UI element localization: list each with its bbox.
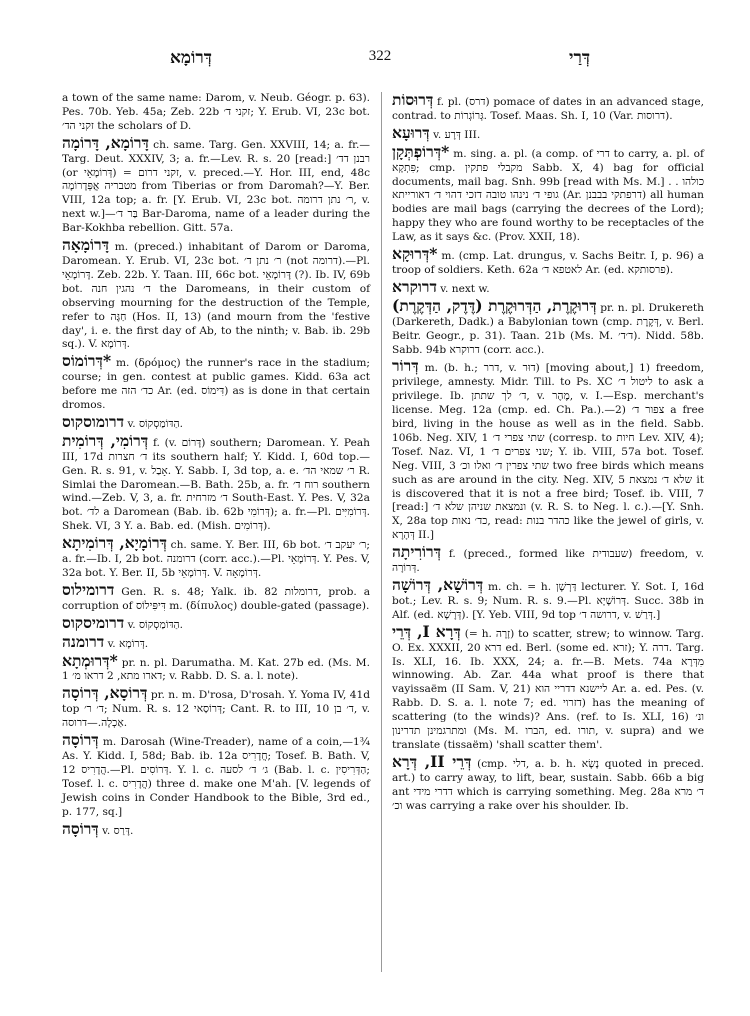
entry-definition: v. הַדּוֹמַסְקוֹס. bbox=[127, 618, 184, 631]
dictionary-entry bbox=[392, 141, 704, 245]
entry-headword: דרומוסקוס bbox=[62, 411, 125, 431]
entry-definition: m. (b. h.; דרר, v. דוּר) [moving about,] 1) freedom, privilege, amnesty. Midr. Till. to Ps. XC ליטול ד׳ to ask a privilege. Ib. ד׳ לך שתתן, v. מֶהֶר, v. I.—Esp. merchant's license. Meg. 12a (cmp. ed. Ch. Pa.).—2) צפור ד׳ a free bird, living in the house as well as in the field. Sabb. 106b. Neg. XIV, 1 שתי צפרי ד׳ (corresp. to חיות Lev. XIV, 4); Tosef. Naz. VI, 1 שני צפרים ד׳; Y. ib. VIII, 57a bot. Tosef. Neg. VIII, 3 שתי צפרין ד׳ ואלו וכ׳ two free birds which means such as are around in the city. Neg. XIV, 5 שלא ד׳ נמצאת it is discovered that it is not a free bird; Tosef. ib. VIII, 7 [read:] ונמצאת שניהן שלא ד׳ (v. R. S. to Neg. l. c.).—[Y. Snh. X, 28a top כד׳ נאות, read: כהדר בנות like the jewel of girls, v. דְּהָרָא II.] bbox=[392, 362, 705, 542]
dictionary-entry bbox=[392, 122, 704, 143]
entry-headword: דְּרוֹמִי, דְּרוֹמִית bbox=[62, 430, 149, 450]
entry-definition: m. (cmp. Lat. drungus, v. Sachs Beitr. I, p. 96) a troop of soldiers. Keth. 62a לאטפא ד׳ Ar. (ed. פרסותקא). bbox=[392, 250, 704, 276]
entry-headword: דְּרוֹסָה bbox=[62, 818, 99, 838]
dictionary-entry bbox=[392, 544, 704, 576]
entry-headword: דְּרוֹשָׁא, דְּרוֹשָׁה bbox=[392, 575, 484, 594]
dictionary-entry bbox=[62, 631, 370, 652]
entry-headword: דרומיסקוס bbox=[62, 612, 125, 632]
dictionary-entry bbox=[62, 685, 370, 731]
entry-headword: דְּרוּקֶרֶת, הַדְּרוּקֶרֶת (דֶּדֶק, הַדְּקֶרֶת) bbox=[392, 295, 597, 315]
dictionary-entry bbox=[392, 276, 704, 297]
dictionary-entry bbox=[392, 295, 704, 358]
entry-headword: דְּרוֹר bbox=[392, 356, 419, 376]
entry-definition: m. ch. = h. דַּרְשָׁן lecturer. Y. Sot. I, 16d bot.; Lev. R. s. 9; Num. R. s. 9.—Pl. דְּרוֹשָׁיָא. Succ. 38b in Alf. (ed. דְּרָשָׁא). [Y. Yeb. VIII, 9d top דרושה ד׳, v. דְּרַשׁ.] bbox=[392, 581, 704, 621]
dictionary-entry bbox=[392, 246, 704, 278]
entry-definition: m. (δρόμος) the runner's race in the stadium; course; in gen. contest at public games. Kidd. 63a act before me כד׳ הזה Ar. (ed. דִּימוֹס) as is done in that certain dromos. bbox=[62, 357, 371, 412]
dictionary-entry bbox=[62, 535, 370, 581]
entry-headword: דְּרוּסוֹת bbox=[392, 90, 434, 109]
entry-headword: *דְּרוּמְתָא bbox=[62, 650, 118, 670]
entry-definition: v. next w. bbox=[440, 282, 490, 295]
entry-definition: f. (preced., formed like שעבודית) freedom, v. דְּרוֹרָה. bbox=[392, 548, 704, 575]
entry-definition: Gen. R. s. 48; Yalk. ib. 82 דרומלות, prob. a corruption of דִּיפִּילוֹס m. (δίπυλος) double-gated (passage). bbox=[62, 585, 371, 612]
entry-definition: ch. same. Y. Ber. III, 6b bot. ר׳ יעקב ד׳; a. fr.—Ib. I, 2b bot. דרומנה (corr. acc.).—Pl. דְּרוֹמָאֵי. Y. Pes. V, 32a bot. Y. Ber. II, 5b דְּרוֹמָאֵי. V. דְּרוֹמָאָה. bbox=[62, 539, 371, 579]
dictionary-entry bbox=[62, 132, 371, 236]
dictionary-entry bbox=[62, 237, 370, 352]
entry-headword: *דְּרוּקָא bbox=[392, 244, 438, 264]
header-right-guide-word: דְּרַי bbox=[569, 48, 590, 68]
entry-headword: דרוקרא bbox=[392, 276, 437, 296]
dictionary-entry bbox=[62, 732, 370, 819]
entry-headword: דָּרוֹמָא, דָּרוֹמָה bbox=[62, 132, 149, 152]
entry-headword: דרומילוס bbox=[62, 579, 115, 599]
page-header bbox=[60, 48, 700, 74]
entry-definition: pr. n. m. D'rosa, D'rosah. Y. Yoma IV, 41d top ד׳ ר׳; Num. R. s. 12 דְּרוֹסַאי; Cant. R. to III, 10 ד׳ בן, v. אַכְלָה.—דרוסה. bbox=[62, 689, 370, 730]
dictionary-entry bbox=[62, 579, 371, 614]
left-column bbox=[62, 92, 370, 839]
dictionary-entry bbox=[62, 92, 370, 134]
entry-definition: ch. same. Targ. Gen. XXVIII, 14; a. fr.—Targ. Deut. XXXIV, 3; a. fr.—Lev. R. s. 20 [read:] רבנן דד׳ (or דְּרוֹמָאֵי) = זקני דרום, v. preced.—Y. Hor. III, end, 48c מטבריה אֲפְּדָרוֹמָה from Tiberias or from Daromah?—Y. Ber. VIII, 12a top; a. fr. [Y. Erub. VI, 23c bot. ר׳ נתן דרומה, v. next w.]—בַּר ד׳ Bar-Daroma, name of a leader during the Bar-Kokhba rebellion. Gitt. 57a. bbox=[62, 138, 371, 235]
entry-headword: *דְּרוֹפְתְּקָן bbox=[392, 141, 450, 161]
header-left-guide-word: דְּרוֹמָא bbox=[170, 48, 212, 68]
dictionary-entry bbox=[62, 430, 370, 534]
entry-headword: דְּרוֹרִיתָה bbox=[392, 542, 442, 562]
entry-headword: דרומנה bbox=[62, 631, 105, 651]
entry-headword: דְּרוּעָא bbox=[392, 122, 430, 142]
dictionary-entry bbox=[62, 411, 370, 432]
entry-definition: v. דְּרָע III. bbox=[433, 128, 481, 141]
entry-definition: v. הַדּוֹמַסְקוֹס. bbox=[127, 417, 183, 430]
dictionary-entry bbox=[62, 650, 370, 685]
entry-definition: (cmp. דלי, a. b. h. נָשָׂא quoted in preced. art.) to carry away, to lift, bear, sustain. Sabb. 66b a big ant דדרי מידי which is carrying something. Meg. 28a ד׳ מרא וכ׳ was carrying a rake over his shoulder. Ib. bbox=[392, 757, 704, 812]
column-divider bbox=[381, 92, 382, 972]
dictionary-entry bbox=[392, 621, 705, 753]
dictionary-entry bbox=[62, 818, 370, 839]
entry-definition: pr. n. pl. Darumatha. M. Kat. 27b ed. (Ms. M. 1 דארו מתא, 2 דראו מ׳; v. Rabb. D. S. a. l. note). bbox=[62, 656, 370, 683]
entry-definition: m. Darosah (Wine-Treader), name of a coin,—1¾ As. Y. Kidd. I, 58d; Bab. ib. 12a חֲדָרִיס; Tosef. B. Bath. V, 12 הֲדָרִיס.—Pl. דְּרוֹסִים. Y. l. c. ג׳ ד׳ לסעה (Bab. l. c. הַדְּרִיסִין; Tosef. l. c. הֲדָרִיס) three d. make one M'ah. [V. legends of Jewish coins in Conder Handbook to the Bible, 3rd ed., p. 177, sq.] bbox=[62, 736, 370, 818]
dictionary-entry bbox=[392, 577, 704, 623]
entry-definition: m. sing. a. pl. (a comp. of דרי to carry, a. pl. of פִּתְקָא; cmp. מקבלי פתקין Sabb. X, 4) bag for official documents, mail bag. Snh. 99b [read with Ms. M.] . . כולהו גופי ד׳ נינהו טובה דזכי דהוי ד׳ דאורייתא (Ar. דרפתקי בבבנן) all human bodies are mail bags (carrying the decrees of the Lord); happy they who are found worthy to be receptacles of the Law, as it says &c. (Prov. XXII, 18). bbox=[392, 147, 704, 244]
right-column bbox=[392, 92, 704, 815]
entry-definition: m. (preced.) inhabitant of Darom or Daroma, Daromean. Y. Erub. VI, 23c bot. ר׳ נתן ד׳ (not דרומה).—Pl. דָּרוֹמָאֵי. Zeb. 22b. Y. Taan. III, 66c bot. דָּרוֹמָאֵי (?). Ib. IV, 69b bot. ד׳ נהגין חנה the Daromeans, in their custom of observing mourning for the destruction of the Temple, refer to חַגָּה (Hos. II, 13) (and mourn from the 'festive day', i. e. the first day of Ab, to the ninth; v. Bab. ib. 29b sq.). V. דְּרוֹמָא. bbox=[62, 241, 370, 351]
entry-definition: v. דְּרוֹמָא. bbox=[107, 637, 149, 650]
dictionary-entry bbox=[392, 751, 704, 814]
entry-definition: pr. n. pl. Drukereth (Darkereth, Dadk.) a Babylonian town (cmp. דְּקֶרֶת, v. Berl. Beitr. Geogr., p. 31). Taan. 21b (Ms. M. ד׳ד׳). Nidd. 58b. Sabb. 94b דרוקרא (corr. acc.). bbox=[392, 301, 704, 356]
page-number: 322 bbox=[368, 48, 392, 64]
entry-headword: דְּרֵי II, דְּרָא bbox=[392, 751, 472, 771]
dictionary-entry bbox=[62, 612, 370, 633]
entry-headword: דְּרוֹמָיָא, דְּרוֹמִיתָא bbox=[62, 533, 168, 553]
entry-headword: *דְּרוֹמוֹס bbox=[62, 351, 112, 371]
dictionary-entry bbox=[392, 92, 704, 124]
entry-definition: f. (v. דָּרוֹם) southern; Daromean. Y. Peah III, 17d ד׳ חצרות its southern half; Y. Kidd. I, 60d top.—Gen. R. s. 91, v. אָבַל. Y. Sabb. I, 3d top, a. e. ר׳ שמאי הד׳ R. Simlai the Daromean.—B. Bath. 25b, a. fr. רוח ד׳ southern wind.—Zeb. V, 3, a. fr. ד׳ מזרחית South-East. Y. Pes. V, 32a bot. לד׳ a Daromean (Bab. ib. 62b דְּרוֹמִי); a. fr.—Pl. דְּרוֹמִיִּים. Shek. VI, 3 Y. a. Bab. ed. (Mish. דְּרוֹמִים). bbox=[62, 436, 370, 533]
entry-definition: f. pl. (דרס) pomace of dates in an advanced stage, contrad. to גְּרוֹגְרוֹת. Tosef. Maas. Sh. I, 10 (Var. דרוסות). bbox=[392, 96, 704, 122]
entry-definition: v. דָּרַס. bbox=[102, 824, 134, 837]
entry-headword: דְּרוֹסָא, דְּרוֹסָה bbox=[62, 683, 148, 703]
dictionary-entry bbox=[392, 358, 704, 543]
entry-headword: דְּרוֹסָה bbox=[62, 730, 99, 750]
entry-headword: דָּרוֹמָאָה bbox=[62, 235, 110, 255]
entry-definition: (= h. זָרָה) to scatter, strew; to winnow. Targ. O. Ex. XXXII, 20 דרא ed. Berl. (some ed. זרא); Y. דרה. Targ. Is. XLI, 16. Ib. XXX, 24; a. fr.—B. Mets. 74a מִדְּרָא winnowing. Ab. Zar. 44a what proof is there that vayissaëm (II Sam. V, 21) ליישנא דדריי הוא Ar. a. ed. Pes. (v. Rabb. D. S. a. l. note 7; ed. דזרוי) has the meaning of scattering (to the winds)? Ans. (ref. to Is. XLI, 16) ונ׳ ומתרגמינן תדרינון (Ms. M. הברו, ed. תורו, v. supra) and we translate (tissaëm) 'shall scatter them'. bbox=[392, 627, 705, 751]
entry-definition: a town of the same name: Darom, v. Neub. Géogr. p. 63). Pes. 70b. Yeb. 45a; Zeb. 22b זקני ד׳; Y. Erub. VI, 23c bot. זקני הד׳ the scholars of D. bbox=[62, 92, 370, 132]
dictionary-entry bbox=[62, 353, 370, 413]
entry-headword: דְּרָא I, דְּרֵי bbox=[392, 621, 461, 641]
